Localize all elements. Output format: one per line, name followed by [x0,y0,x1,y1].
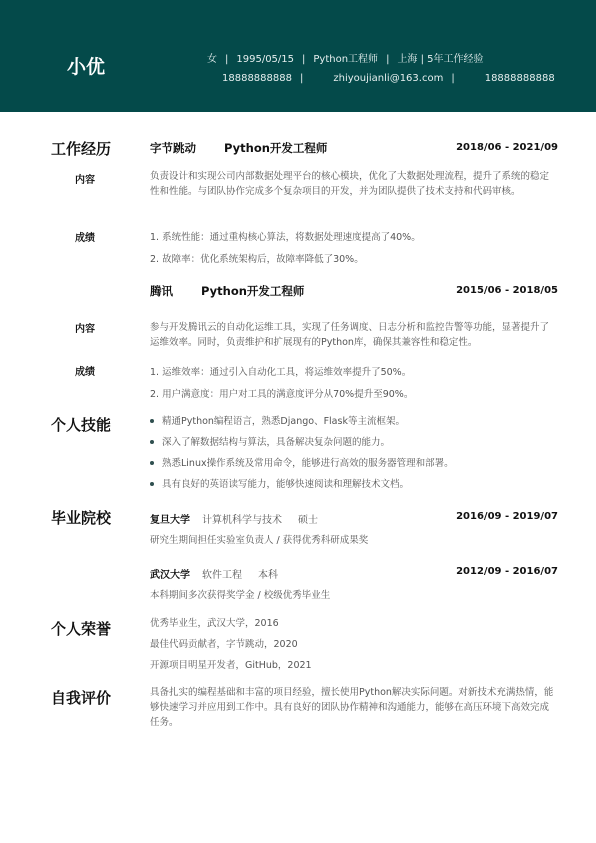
skill-item: 熟悉Linux操作系统及常用命令，能够进行高效的服务器管理和部署。 [150,455,454,469]
result-item: 1. 系统性能：通过重构核心算法，将数据处理速度提高了40%。 [150,232,421,243]
job-role: Python开发工程师 [224,141,328,155]
result-item: 1. 运维效率：通过引入自动化工具，将运维效率提升了50%。 [150,367,412,378]
birth-date: 1995/05/15 [236,54,295,65]
honor-item: 最佳代码贡献者，字节跳动，2020 [150,639,298,650]
skill-item: 精通Python编程语言，熟悉Django、Flask等主流框架。 [150,413,405,427]
section-title-work: 工作经历 [51,140,112,158]
phone-secondary: 18888888888 [484,73,555,84]
work-date: 2018/06 - 2021/09 [456,142,558,153]
section-title-honors: 个人荣誉 [51,620,112,638]
email: zhiyoujianli@163.com [333,73,444,84]
label-content: 内容 [75,324,95,335]
job-title: Python工程师 [313,54,379,65]
education-desc: 研究生期间担任实验室负责人 / 获得优秀科研成果奖 [150,535,369,546]
section-title-education: 毕业院校 [51,509,112,527]
section-title-self: 自我评价 [51,689,112,707]
school-row: 武汉大学 软件工程 本科 [150,570,278,581]
skill-item: 深入了解数据结构与算法，具备解决复杂问题的能力。 [150,434,390,448]
label-content: 内容 [75,175,95,186]
education-desc: 本科期间多次获得奖学金 / 校级优秀毕业生 [150,590,331,601]
work-content: 负责设计和实现公司内部数据处理平台的核心模块，优化了大数据处理流程，提升了系统的稳定性和性能。与团队协作完成多个复杂项目的开发，并为团队提供了技术支持和代码审核。 [150,171,550,197]
job-role: Python开发工程师 [201,284,305,298]
label-result: 成绩 [75,233,95,244]
work-date: 2015/06 - 2018/05 [456,285,558,296]
company-name: 腾讯 Python开发工程师 [150,284,305,298]
gender: 女 [207,54,217,65]
honor-item: 开源项目明星开发者，GitHub，2021 [150,660,312,671]
honor-item: 优秀毕业生，武汉大学，2016 [150,618,279,629]
contact-line: 18888888888 | zhiyoujianli@163.com | 18888888888 [222,73,555,84]
person-name: 小优 [67,56,106,78]
label-result: 成绩 [75,367,95,378]
section-title-skills: 个人技能 [51,416,112,434]
city-experience: 上海 | 5年工作经验 [397,54,484,65]
work-content: 参与开发腾讯云的自动化运维工具，实现了任务调度、日志分析和监控告警等功能，显著提升了运维效率。同时，负责维护和扩展现有的Python库，确保其兼容性和稳定性。 [150,322,550,348]
phone: 18888888888 [222,73,292,84]
company-name: 字节跳动 Python开发工程师 [150,141,328,155]
education-date: 2012/09 - 2016/07 [456,566,558,577]
school-row: 复旦大学 计算机科学与技术 硕士 [150,515,318,526]
result-item: 2. 用户满意度：用户对工具的满意度评分从70%提升至90%。 [150,389,414,400]
education-date: 2016/09 - 2019/07 [456,511,558,522]
skill-item: 具有良好的英语读写能力，能够快速阅读和理解技术文档。 [150,476,409,490]
header-banner [0,0,596,112]
self-evaluation: 具备扎实的编程基础和丰富的项目经验，擅长使用Python解决实际问题。对新技术充满热情，能够快速学习并应用到工作中。具有良好的团队协作精神和沟通能力，能够在高压环境下高效完成任务。 [150,687,554,728]
basic-info-line: 女 | 1995/05/15 | Python工程师 | 上海 | 5年工作经验 [207,54,484,65]
result-item: 2. 故障率：优化系统架构后，故障率降低了30%。 [150,254,364,265]
